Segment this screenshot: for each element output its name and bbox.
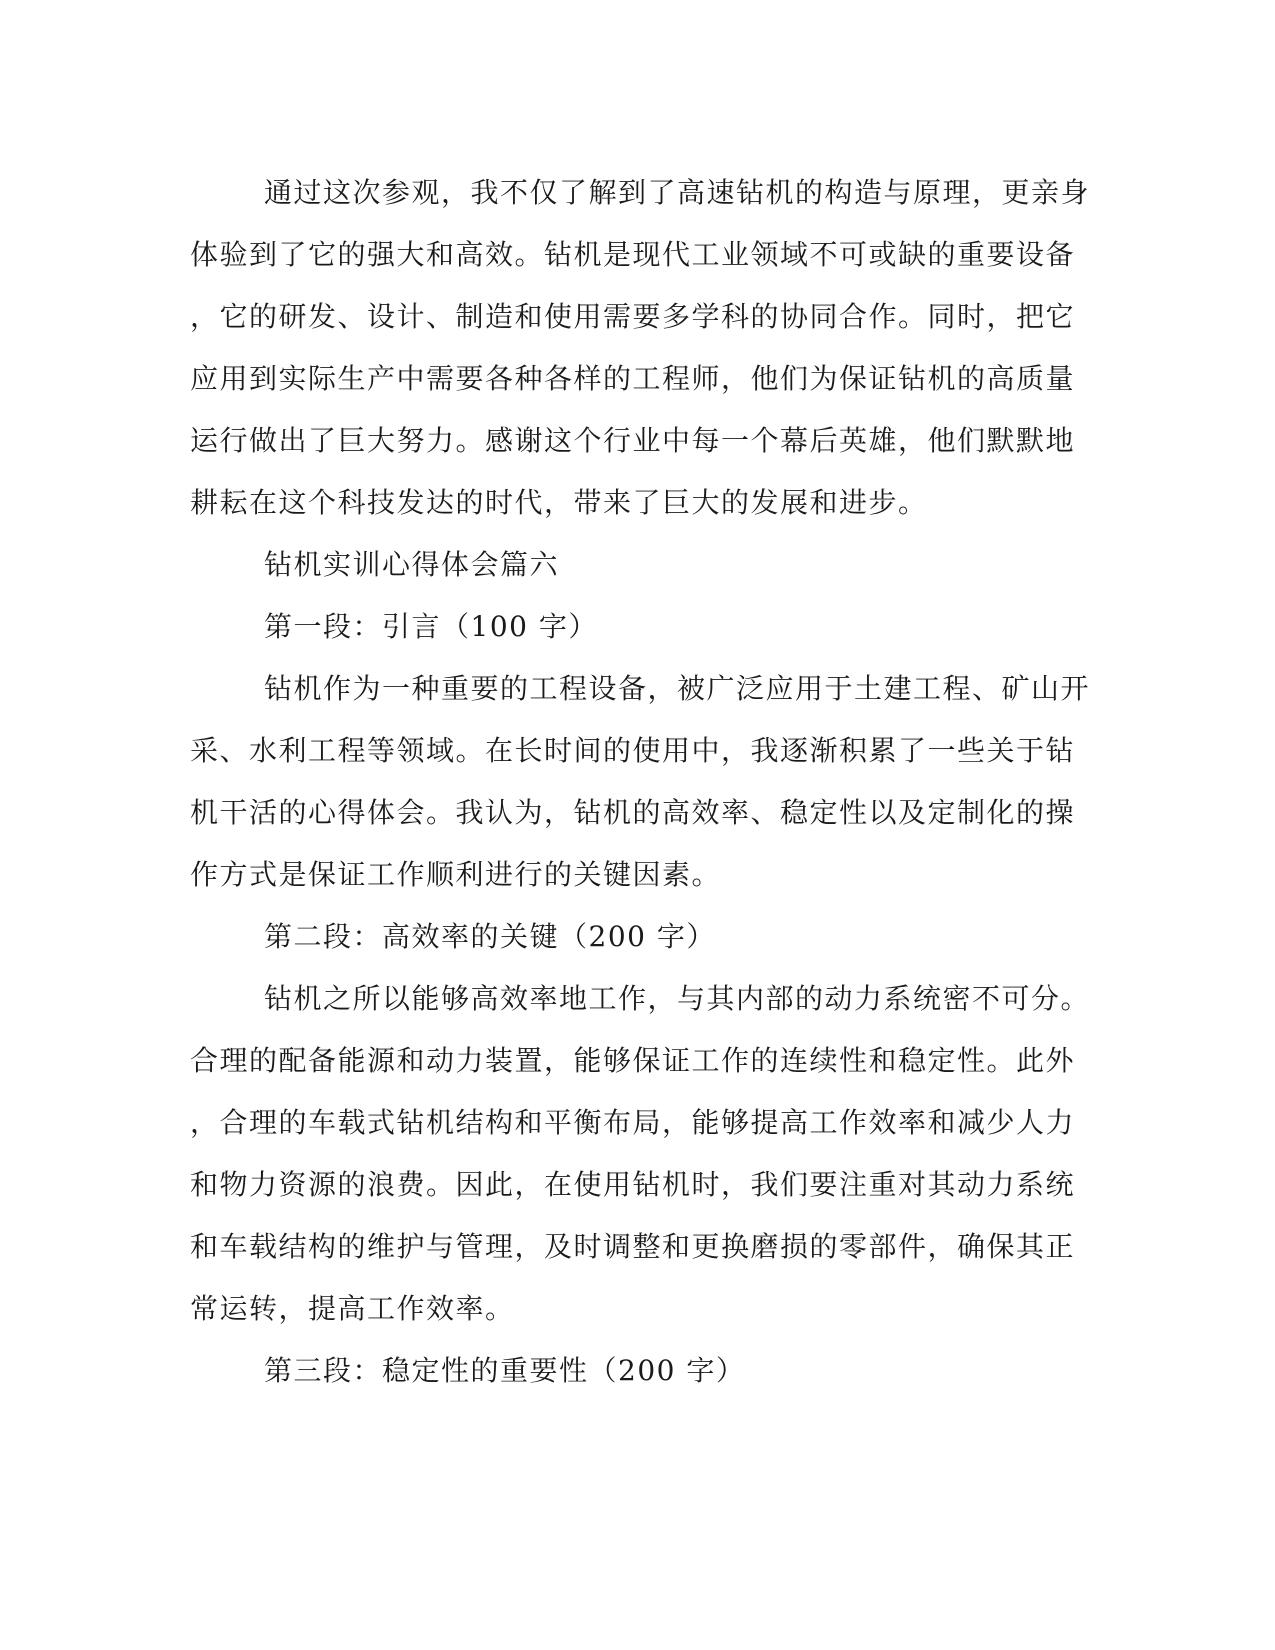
- section-heading: 第三段：稳定性的重要性（200 字）: [264, 1354, 746, 1387]
- section-heading: 第二段：高效率的关键（200 字）: [264, 920, 716, 953]
- section-heading: 第一段：引言（100 字）: [264, 610, 598, 643]
- paragraph-line: ，合理的车载式钻机结构和平衡布局，能够提高工作效率和减少人力: [190, 1106, 1076, 1139]
- paragraph-line: 钻机作为一种重要的工程设备，被广泛应用于土建工程、矿山开: [264, 672, 1091, 705]
- paragraph-line: 运行做出了巨大努力。感谢这个行业中每一个幕后英雄，他们默默地: [190, 424, 1076, 457]
- section-title: 钻机实训心得体会篇六: [264, 548, 560, 581]
- paragraph-line: 作方式是保证工作顺利进行的关键因素。: [190, 858, 722, 891]
- document-body: [190, 162, 1091, 1402]
- paragraph-line: 和物力资源的浪费。因此，在使用钻机时，我们要注重对其动力系统: [190, 1168, 1076, 1201]
- paragraph-line: 常运转，提高工作效率。: [190, 1292, 515, 1325]
- paragraph-line: 和车载结构的维护与管理，及时调整和更换磨损的零部件，确保其正: [190, 1230, 1076, 1263]
- paragraph-line: 机干活的心得体会。我认为，钻机的高效率、稳定性以及定制化的操: [190, 796, 1076, 829]
- paragraph-line: 采、水利工程等领域。在长时间的使用中，我逐渐积累了一些关于钻: [190, 734, 1076, 767]
- paragraph-line: 耕耘在这个科技发达的时代，带来了巨大的发展和进步。: [190, 486, 928, 519]
- paragraph-line: ，它的研发、设计、制造和使用需要多学科的协同合作。同时，把它: [190, 300, 1076, 333]
- paragraph-line: 体验到了它的强大和高效。钻机是现代工业领域不可或缺的重要设备: [190, 238, 1076, 271]
- paragraph-line: 合理的配备能源和动力装置，能够保证工作的连续性和稳定性。此外: [190, 1044, 1076, 1077]
- paragraph-line: 应用到实际生产中需要各种各样的工程师，他们为保证钻机的高质量: [190, 362, 1076, 395]
- paragraph-line: 钻机之所以能够高效率地工作，与其内部的动力系统密不可分。: [264, 982, 1091, 1015]
- paragraph-line: 通过这次参观，我不仅了解到了高速钻机的构造与原理，更亲身: [264, 176, 1091, 209]
